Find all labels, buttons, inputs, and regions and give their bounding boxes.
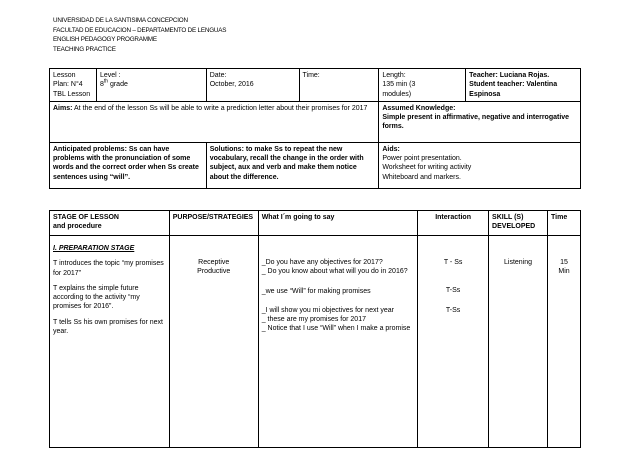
time-value: 15 [560,259,568,266]
aids-label: Aids: [382,145,400,153]
purpose-item: Productive [197,268,231,276]
university-name: UNIVERSIDAD DE LA SANTISIMA CONCEPCION [53,17,188,24]
time-cell [299,69,379,102]
programme-name: ENGLISH PEDAGOGY PROGRAMME [53,36,157,44]
header-interaction: Interaction [418,211,489,236]
header-skill: SKILL (S) DEVELOPED [489,211,548,236]
length-value: 135 min (3 [382,81,416,89]
solutions: Solutions: to make Ss to repeat the new vocabulary, recall the change in the order with subject, aux and verb and make them notice about the difference. [206,142,379,188]
header-stage: STAGE OF LESSON and procedure [50,211,170,236]
say-line: _ Do you know about what will you do in 2016? [261,268,408,276]
skill-item: Listening [504,259,533,266]
aids-item: Power point presentation. [382,155,462,163]
aids-cell [379,142,581,188]
student-teacher-name-cont: Espinosa [469,90,501,98]
procedure-step: T introduces the topic “my promises for 2017” [53,260,164,277]
teacher-name: Teacher: Luciana Rojas. [469,72,550,79]
assumed-knowledge-label: Assumed Knowledge: [382,104,456,112]
length-value-cont: modules) [382,90,412,98]
say-line: _I will show you mi objectives for next year [261,306,394,314]
aims-cell [50,101,379,142]
interaction-item: T-Ss [445,306,461,314]
aids-item: Whiteboard and markers. [382,173,461,181]
procedure-table [49,210,581,448]
say-line: _ these are my promises for 2017 [261,316,366,324]
interaction-item: T-Ss [445,287,461,295]
teacher-cell [466,69,581,102]
lesson-plan-table [49,68,581,189]
header-time: Time [548,211,581,236]
level-label: Level : [99,72,121,79]
time-unit: Min [558,268,570,276]
assumed-knowledge-text: Simple present in affirmative, negative and interrogative forms. [382,114,570,131]
interaction-cell [418,236,489,448]
student-teacher-name: Student teacher: Valentina [469,81,558,89]
header-purpose: PURPOSE/STRATEGIES [169,211,258,236]
anticipated-problems: Anticipated problems: Ss can have problems with the pronunciation of some words and the correct order when Ss create sentences using “will”. [50,142,207,188]
aids-item: Worksheet for writing activity [382,164,472,172]
interaction-item: T - Ss [443,259,463,266]
say-line: _Do you have any objectives for 2017? [261,259,383,266]
lesson-plan-number: Lesson Plan: N°4 [53,72,83,89]
say-line: _ Notice that I use “Will” when I make a promise [261,325,411,333]
stage-title: I. PREPARATION STAGE [53,245,135,252]
say-line: _we use “Will” for making promises [261,287,371,295]
header-say: What I´m going to say [258,211,417,236]
procedure-step: T explains the simple future according to the activity “my promises for 2016”. [53,284,140,311]
lesson-type: TBL Lesson [53,90,91,98]
length-cell [379,69,466,102]
purpose-cell [169,236,258,448]
say-cell [258,236,417,448]
aims-text: At the end of the lesson Ss will be able to write a prediction letter about their promises for 2017 [72,104,368,112]
level-value: 8th grade [99,78,128,89]
skill-cell [489,236,548,448]
time-value-cell [548,236,581,448]
aims-label: Aims: [53,104,73,112]
purpose-item: Receptive [198,259,230,266]
lesson-plan-cell [50,69,97,102]
faculty-name: FACULTAD DE EDUCACION – DEPARTAMENTO DE LENGUAS [53,26,227,34]
date-cell [206,69,299,102]
length-label: Length: [382,72,406,79]
document-header [53,16,226,54]
assumed-knowledge-cell [379,101,581,142]
practice-name: TEACHING PRACTICE [53,45,116,53]
date-label: Date: [209,72,227,79]
level-cell [96,69,206,102]
procedure-step: T tells Ss his own promises for next year. [53,318,163,336]
time-label: Time: [302,72,320,79]
date-value: October, 2016 [209,81,254,89]
stage-procedure-cell [50,236,170,448]
